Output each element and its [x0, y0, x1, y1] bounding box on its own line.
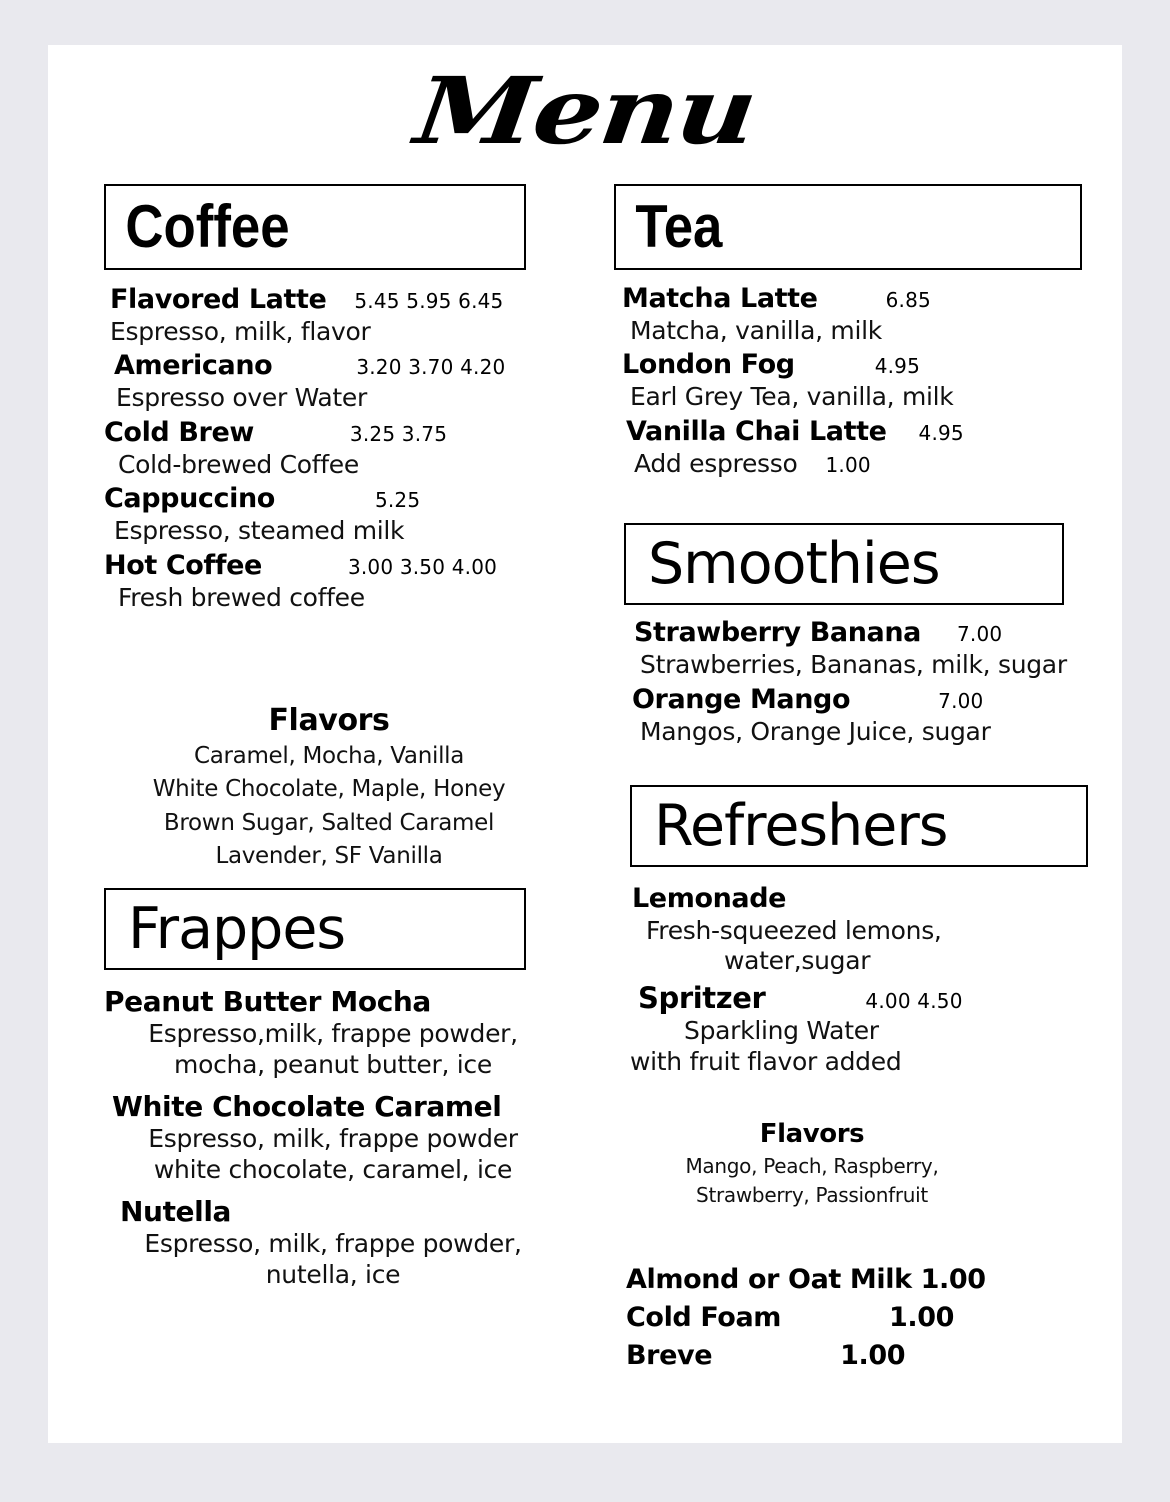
section-header-coffee: [104, 184, 526, 270]
addon-label: Cold Foam: [626, 1301, 781, 1333]
menu-item[interactable]: [614, 283, 1114, 316]
addon-label: Breve: [626, 1339, 713, 1371]
flavors-line: Brown Sugar, Salted Caramel: [163, 809, 495, 836]
item-description: Espresso, milk, frappe powder,: [144, 1229, 522, 1259]
item-prices: 3.00 3.50 4.00: [347, 554, 498, 579]
item-description: Espresso, milk, flavor: [110, 316, 371, 346]
flavors-line: Strawberry, Passionfruit: [696, 1182, 928, 1207]
item-name: Vanilla Chai Latte: [626, 415, 887, 447]
item-name: White Chocolate Caramel: [112, 1090, 502, 1124]
section-header-coffee-label: Coffee: [125, 193, 290, 260]
item-prices: 1.00: [825, 452, 871, 477]
menu-item[interactable]: [614, 684, 1122, 717]
flavors-title: Flavors: [268, 703, 390, 738]
menu-item[interactable]: [614, 416, 1114, 449]
item-description: water,sugar: [724, 946, 871, 976]
item-description: Espresso,milk, frappe powder,: [148, 1019, 518, 1049]
menu-item[interactable]: [104, 417, 582, 450]
item-description: Fresh brewed coffee: [118, 582, 365, 612]
tea-item-list: [614, 283, 1114, 479]
menu-item[interactable]: [104, 284, 582, 317]
item-prices: 5.25: [374, 488, 421, 513]
item-description: with fruit flavor added: [630, 1046, 902, 1076]
menu-item[interactable]: [104, 350, 582, 383]
item-name: London Fog: [622, 349, 795, 381]
item-name: Lemonade: [632, 883, 787, 914]
menu-page: [48, 45, 1122, 1443]
item-prices: 4.95: [874, 354, 921, 379]
section-header-frappes-label: Frappes: [128, 895, 346, 962]
smoothies-item-list: [614, 617, 1122, 748]
item-prices: 4.95: [918, 420, 964, 445]
item-description: white chocolate, caramel, ice: [153, 1154, 513, 1184]
menu-item[interactable]: [614, 981, 1114, 1016]
item-name: Peanut Butter Mocha: [104, 985, 431, 1018]
item-prices: 6.85: [885, 288, 931, 312]
item-prices: 5.45 5.95 6.45: [354, 289, 504, 313]
item-prices: 7.00: [938, 689, 984, 714]
menu-item[interactable]: [614, 883, 1114, 916]
item-name: Cold Brew: [104, 416, 254, 448]
item-description: Espresso, milk, frappe powder: [148, 1124, 518, 1154]
item-description: Cold-brewed Coffee: [118, 449, 359, 479]
section-header-smoothies-label: Smoothies: [648, 530, 940, 597]
item-description: Add espresso: [634, 448, 798, 478]
addon-label: Almond or Oat Milk 1.00: [626, 1264, 986, 1295]
menu-item-addon[interactable]: [614, 449, 1114, 480]
flavors-line: Caramel, Mocha, Vanilla: [193, 743, 465, 769]
item-description: Mangos, Orange Juice, sugar: [640, 717, 991, 747]
item-description: Strawberries, Bananas, milk, sugar: [640, 649, 1067, 679]
section-header-smoothies: [624, 523, 1064, 605]
addon-price: 1.00: [889, 1301, 955, 1333]
item-name: Strawberry Banana: [634, 617, 921, 648]
item-prices: 3.20 3.70 4.20: [356, 355, 506, 380]
flavors-title: Flavors: [759, 1119, 865, 1149]
addon-row[interactable]: [626, 1301, 1096, 1335]
item-description: Matcha, vanilla, milk: [630, 315, 882, 345]
item-description: Espresso over Water: [116, 383, 367, 413]
section-header-refreshers-label: Refreshers: [654, 792, 948, 859]
page-title: Menu: [409, 57, 761, 165]
section-header-tea-label: Tea: [635, 193, 723, 260]
item-name: Nutella: [120, 1195, 232, 1229]
item-prices: 3.25 3.75: [349, 421, 448, 446]
item-description: nutella, ice: [265, 1259, 401, 1289]
flavors-line: Mango, Peach, Raspberry,: [685, 1153, 939, 1178]
refreshers-flavors-block: [632, 1118, 992, 1210]
item-name: Flavored Latte: [110, 284, 327, 315]
item-prices: 4.00 4.50: [865, 988, 963, 1013]
addon-price: 1.00: [840, 1339, 906, 1371]
menu-item[interactable]: [614, 349, 1114, 382]
menu-item[interactable]: [104, 483, 582, 516]
addon-row[interactable]: [626, 1339, 1096, 1373]
addon-row[interactable]: [626, 1263, 1096, 1297]
frappes-item-list: [104, 985, 582, 1290]
menu-item[interactable]: [104, 985, 582, 1019]
item-name: Cappuccino: [104, 483, 275, 515]
item-prices: 7.00: [956, 622, 1003, 646]
item-description: Fresh-squeezed lemons,: [646, 915, 942, 945]
menu-item[interactable]: [104, 550, 582, 583]
section-header-refreshers: [630, 785, 1088, 867]
menu-item[interactable]: [104, 1090, 582, 1124]
item-name: Orange Mango: [632, 684, 851, 716]
addons-list: [626, 1263, 1096, 1372]
item-name: Americano: [114, 350, 273, 382]
menu-item[interactable]: [614, 617, 1122, 650]
item-name: Spritzer: [638, 980, 766, 1015]
refreshers-item-list: [614, 883, 1114, 1077]
coffee-item-list: [104, 284, 582, 613]
flavors-line: White Chocolate, Maple, Honey: [152, 776, 506, 803]
menu-item[interactable]: [104, 1195, 582, 1229]
item-description: mocha, peanut butter, ice: [174, 1049, 492, 1079]
section-header-tea: [614, 184, 1082, 270]
flavors-line: Lavender, SF Vanilla: [215, 843, 443, 870]
item-description: Espresso, steamed milk: [114, 516, 405, 546]
item-description: Earl Grey Tea, vanilla, milk: [630, 382, 954, 412]
coffee-flavors-block: [104, 701, 554, 873]
item-description: Sparkling Water: [684, 1016, 879, 1046]
item-name: Hot Coffee: [104, 549, 262, 581]
item-name: Matcha Latte: [622, 283, 818, 314]
section-header-frappes: [104, 888, 526, 970]
